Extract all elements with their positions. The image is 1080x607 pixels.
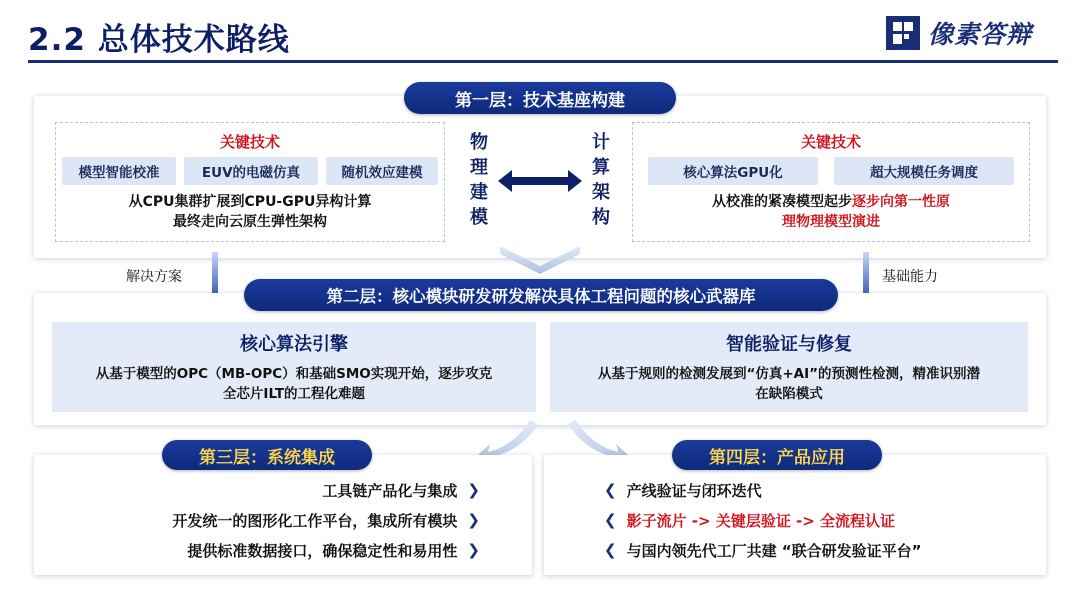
chevron-left-icon: ❮: [604, 511, 617, 529]
layer1-label: [404, 82, 676, 114]
physics-modeling-label: [468, 130, 490, 230]
layer2-label: [244, 279, 838, 311]
list-item-text: 提供标准数据接口，确保稳定性和易用性: [187, 541, 458, 560]
vchar: 建: [470, 182, 488, 203]
brand-logo: [886, 14, 1032, 52]
layer1-right-desc-line2: 理物理模型演进: [782, 214, 880, 230]
layer1-right-key-title: 关键技术: [800, 133, 861, 151]
layer1-label-text: 第一层：技术基座构建: [455, 90, 625, 111]
list-item: [604, 509, 1034, 531]
module-smart-verify-desc2: 在缺陷模式: [755, 386, 823, 402]
chevron-right-icon: ❯: [467, 481, 480, 499]
layer2-label-text: 第二层：核心模块研发研发解决具体工程问题的核心武器库: [326, 287, 756, 306]
list-item-text: 影子流片 -> 关键层验证 -> 全流程认证: [626, 511, 896, 530]
list-item: [34, 539, 480, 561]
vchar: 理: [470, 157, 488, 178]
module-core-algorithm-desc1: 从基于模型的OPC（MB-OPC）和基础SMO实现开始，逐步攻克: [95, 366, 493, 382]
layer3-list: [34, 479, 480, 561]
chip-task-scheduling: 超大规模任务调度: [834, 157, 1014, 185]
logo-mark-icon: [886, 16, 920, 50]
logo-text: 像素答辩: [928, 20, 1033, 49]
layer1-left-key-title: 关键技术: [219, 133, 280, 151]
layer3-label-text: 第三层：系统集成: [199, 447, 335, 468]
compute-arch-label: [590, 130, 612, 230]
module-core-algorithm-desc2: 全芯片ILT的工程化难题: [222, 386, 366, 402]
double-arrow-icon: [498, 168, 582, 198]
layer3-label: [162, 440, 372, 470]
capability-label: 基础能力: [882, 269, 938, 285]
solution-label: 解决方案: [126, 269, 182, 285]
list-item-text: 与国内领先代工厂共建 “联合研发验证平台”: [626, 541, 922, 560]
module-smart-verify-desc1: 从基于规则的检测发展到“仿真+AI”的预测性检测，精准识别潜: [597, 366, 981, 382]
list-item-text: 开发统一的图形化工作平台，集成所有模块: [172, 511, 458, 530]
chip-gpu-algorithm: 核心算法GPU化: [648, 157, 818, 185]
desc-normal: 从校准的紧凑模型起步: [712, 194, 852, 210]
vchar: 架: [592, 182, 610, 203]
page-title: 2.2 总体技术路线: [28, 22, 290, 58]
vchar: 模: [470, 207, 488, 228]
center-chevron-icon: [500, 246, 580, 278]
chevron-right-icon: ❯: [467, 541, 480, 559]
chevron-left-icon: ❮: [604, 541, 617, 559]
list-item: [604, 479, 1034, 501]
chevron-left-icon: ❮: [604, 481, 617, 499]
list-item: [604, 539, 1034, 561]
chevron-right-icon: ❯: [467, 511, 480, 529]
layer1-left-desc-line2: 最终走向云原生弹性架构: [173, 214, 327, 230]
list-item: [34, 479, 480, 501]
chip-model-calibration: 模型智能校准: [62, 157, 176, 185]
vchar: 算: [592, 157, 610, 178]
list-item: [34, 509, 480, 531]
chip-euv-simulation: EUV的电磁仿真: [184, 157, 318, 185]
list-item-text: 产线验证与闭环迭代: [626, 481, 762, 500]
module-core-algorithm-title: 核心算法引擎: [240, 334, 348, 355]
layer1-right-desc-line1: [632, 192, 1030, 212]
vchar: 物: [470, 132, 488, 153]
layer1-left-desc-line1: 从CPU集群扩展到CPU-GPU异构计算: [128, 194, 372, 210]
header-divider: [28, 60, 1058, 63]
desc-red: 逐步向第一性原: [852, 194, 950, 210]
layer4-label-text: 第四层：产品应用: [709, 447, 845, 468]
chip-random-effect: 随机效应建模: [326, 157, 438, 185]
layer4-label: [672, 440, 882, 470]
layer4-list: [604, 479, 1034, 561]
list-item-text: 工具链产品化与集成: [322, 481, 458, 500]
vchar: 构: [592, 207, 610, 228]
vchar: 计: [592, 132, 610, 153]
module-smart-verify-title: 智能验证与修复: [726, 334, 852, 355]
